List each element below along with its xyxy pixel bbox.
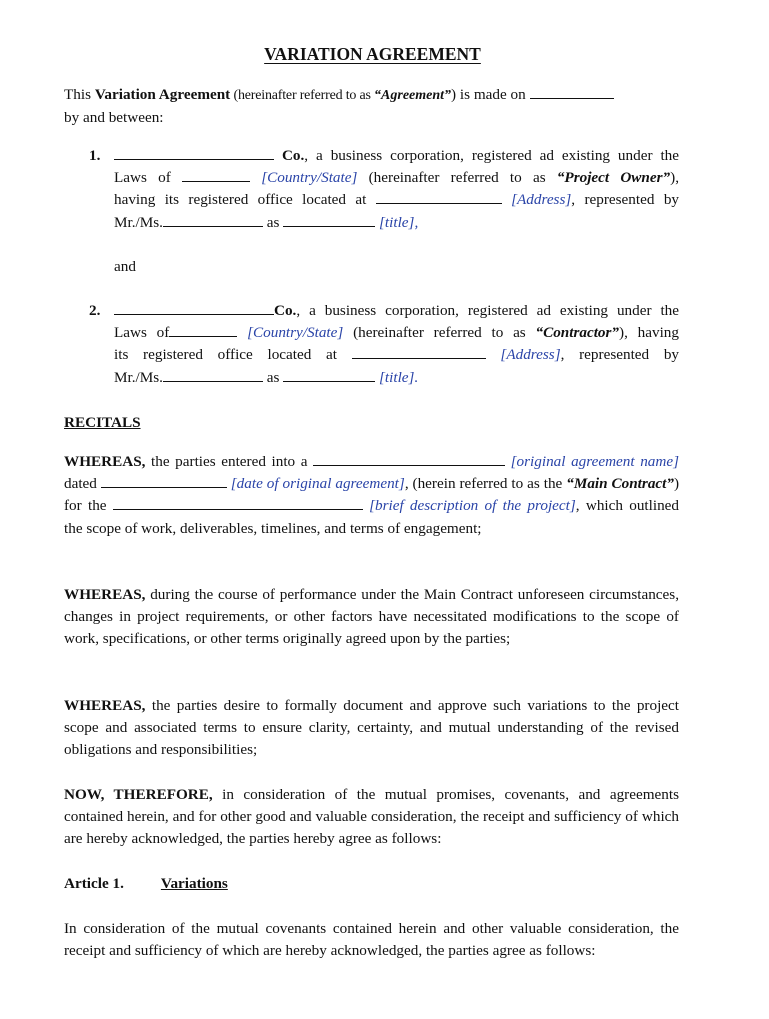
party-2-title-blank[interactable]	[283, 367, 375, 382]
party-1-address-blank[interactable]	[376, 189, 502, 204]
party-1-rep-blank[interactable]	[163, 212, 263, 227]
party-1-number: 1.	[89, 147, 101, 164]
whereas-1-paragraph: WHEREAS, the parties entered into a [original agreement name] dated [date of original agreement], (herein referred to as the “Main Contract”) for the [brief description of the project], which outlined the scope of work, deliverables, timelines, and terms of engagement;	[64, 453, 680, 537]
project-description-placeholder: [brief description of the project]	[369, 497, 576, 515]
country-placeholder: [Country/State]	[261, 169, 358, 187]
whereas-2-paragraph: WHEREAS, during the course of performance under the Main Contract unforeseen circumstances, changes in project requirements, or other factors have necessitated modifications to the scope of work, specifications, or other terms originally agreed upon by the parties;	[64, 586, 679, 648]
party-1-company-blank[interactable]	[114, 145, 274, 160]
document-title: VARIATION AGREEMENT	[264, 44, 481, 64]
party-2-number: 2.	[89, 302, 101, 319]
now-therefore-paragraph: NOW, THEREFORE, in consideration of the mutual promises, covenants, and agreements contained herein, and for other good and valuable consideration, the receipt and sufficiency of which are hereby acknowledged, the parties hereby agree as follows:	[64, 786, 679, 848]
party-2-address-blank[interactable]	[352, 344, 486, 359]
article-1-paragraph: In consideration of the mutual covenants contained herein and other valuable consideration, the receipt and sufficiency of which are hereby acknowledged, the parties agree as follows:	[64, 920, 679, 960]
and-connector: and	[114, 258, 136, 275]
original-date-blank[interactable]	[101, 473, 227, 488]
article-1-label: Article 1.	[64, 875, 124, 892]
party-2-rep-blank[interactable]	[163, 367, 263, 382]
title-placeholder: [title].	[379, 368, 419, 386]
party-2-clause: Co., a business corporation, registered ad existing under the Laws of [Country/State] (hereinafter referred to as “Contractor”), having its registered office located at [Address], represented by Mr./Ms. as [title].	[114, 302, 680, 386]
party-2-laws-blank[interactable]	[169, 322, 237, 337]
party-2-company-blank[interactable]	[114, 300, 274, 315]
date-placeholder: [date of original agreement]	[230, 475, 405, 493]
original-agreement-placeholder: [original agreement name]	[510, 453, 680, 470]
project-description-blank[interactable]	[113, 495, 363, 510]
date-blank[interactable]	[530, 84, 614, 99]
article-1-heading	[64, 873, 228, 895]
article-1-title: Variations	[160, 875, 228, 892]
party-1-title-blank[interactable]	[283, 212, 375, 227]
address-placeholder: [Address]	[511, 191, 572, 209]
whereas-3-paragraph: WHEREAS, the parties desire to formally document and approve such variations to the project scope and associated terms to ensure clarity, certainty, and mutual understanding of the revised obligations and responsibilities;	[64, 697, 679, 759]
country-placeholder: [Country/State]	[247, 324, 344, 342]
address-placeholder: [Address]	[500, 346, 561, 364]
recitals-heading: RECITALS	[64, 414, 141, 431]
party-1-clause: Co., a business corporation, registered ad existing under the Laws of [Country/State] (hereinafter referred to as “Project Owner”), having its registered office located at [Address], represented by Mr./Ms. as [title],	[114, 147, 680, 231]
party-1-laws-blank[interactable]	[182, 167, 250, 182]
intro-paragraph: This Variation Agreement (hereinafter referred to as “Agreement”) is made on by and between:	[64, 84, 679, 129]
agreement-name: Variation Agreement	[94, 86, 231, 103]
title-placeholder: [title],	[379, 213, 419, 231]
original-agreement-blank[interactable]	[313, 451, 505, 466]
